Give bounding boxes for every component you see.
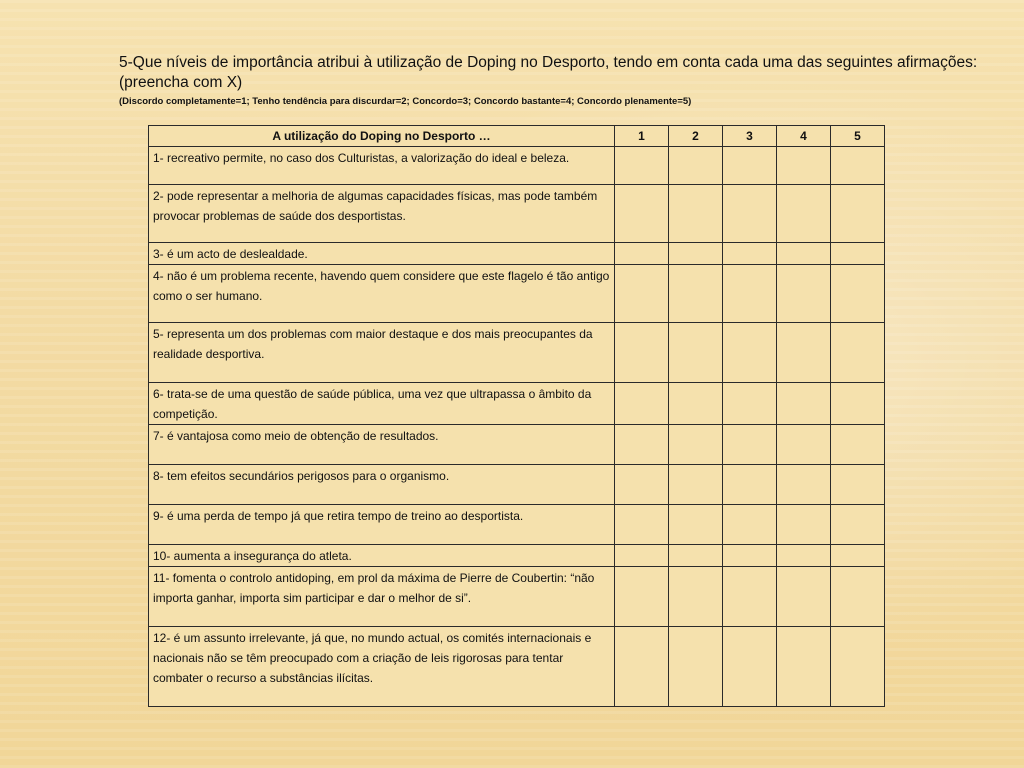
rating-cell-1[interactable] (615, 383, 669, 425)
table-row (149, 465, 885, 505)
rating-cell-1[interactable] (615, 185, 669, 243)
rating-cell-5[interactable] (831, 505, 885, 545)
rating-cell-1[interactable] (615, 265, 669, 323)
table-row (149, 323, 885, 383)
rating-cell-4[interactable] (777, 323, 831, 383)
statement-text: 9- é uma perda de tempo já que retira tempo de treino ao desportista. (149, 505, 615, 545)
statement-text: 6- trata-se de uma questão de saúde pública, uma vez que ultrapassa o âmbito da competição. (149, 383, 615, 425)
rating-cell-2[interactable] (669, 425, 723, 465)
rating-cell-1[interactable] (615, 147, 669, 185)
rating-cell-1[interactable] (615, 425, 669, 465)
rating-cell-2[interactable] (669, 627, 723, 707)
rating-cell-2[interactable] (669, 243, 723, 265)
rating-cell-5[interactable] (831, 465, 885, 505)
rating-cell-3[interactable] (723, 465, 777, 505)
instruction-text: (preencha com X) (119, 74, 243, 91)
table-row (149, 147, 885, 185)
table-row (149, 627, 885, 707)
rating-cell-5[interactable] (831, 567, 885, 627)
question-heading (119, 53, 999, 93)
rating-cell-2[interactable] (669, 545, 723, 567)
rating-cell-4[interactable] (777, 465, 831, 505)
table-row (149, 567, 885, 627)
rating-cell-4[interactable] (777, 505, 831, 545)
rating-cell-3[interactable] (723, 243, 777, 265)
rating-cell-3[interactable] (723, 147, 777, 185)
rating-cell-4[interactable] (777, 265, 831, 323)
rating-cell-5[interactable] (831, 243, 885, 265)
rating-cell-4[interactable] (777, 185, 831, 243)
rating-cell-5[interactable] (831, 545, 885, 567)
statement-text: 3- é um acto de deslealdade. (149, 243, 615, 265)
scale-header-4: 4 (777, 126, 831, 147)
statement-text: 1- recreativo permite, no caso dos Culturistas, a valorização do ideal e beleza. (149, 147, 615, 185)
rating-cell-1[interactable] (615, 545, 669, 567)
rating-cell-5[interactable] (831, 265, 885, 323)
rating-cell-5[interactable] (831, 425, 885, 465)
table-row (149, 383, 885, 425)
rating-cell-5[interactable] (831, 185, 885, 243)
table-row (149, 185, 885, 243)
scale-header-1: 1 (615, 126, 669, 147)
rating-cell-2[interactable] (669, 265, 723, 323)
rating-cell-5[interactable] (831, 383, 885, 425)
scale-header-5: 5 (831, 126, 885, 147)
rating-cell-2[interactable] (669, 323, 723, 383)
rating-cell-1[interactable] (615, 567, 669, 627)
statement-text: 7- é vantajosa como meio de obtenção de resultados. (149, 425, 615, 465)
rating-cell-3[interactable] (723, 545, 777, 567)
rating-cell-5[interactable] (831, 323, 885, 383)
scale-header-2: 2 (669, 126, 723, 147)
statement-column-header: A utilização do Doping no Desporto … (149, 126, 615, 147)
rating-cell-2[interactable] (669, 567, 723, 627)
rating-cell-1[interactable] (615, 323, 669, 383)
statement-text: 10- aumenta a insegurança do atleta. (149, 545, 615, 567)
rating-cell-4[interactable] (777, 383, 831, 425)
rating-cell-3[interactable] (723, 505, 777, 545)
statement-text: 5- representa um dos problemas com maior destaque e dos mais preocupantes da realidade desportiva. (149, 323, 615, 383)
table-row (149, 505, 885, 545)
rating-cell-2[interactable] (669, 505, 723, 545)
rating-cell-5[interactable] (831, 147, 885, 185)
rating-cell-4[interactable] (777, 425, 831, 465)
rating-cell-5[interactable] (831, 627, 885, 707)
rating-table (148, 125, 885, 707)
rating-cell-1[interactable] (615, 505, 669, 545)
rating-cell-2[interactable] (669, 383, 723, 425)
rating-cell-3[interactable] (723, 383, 777, 425)
statement-text: 4- não é um problema recente, havendo quem considere que este flagelo é tão antigo como o ser humano. (149, 265, 615, 323)
rating-cell-3[interactable] (723, 627, 777, 707)
rating-cell-1[interactable] (615, 243, 669, 265)
rating-cell-4[interactable] (777, 545, 831, 567)
rating-cell-3[interactable] (723, 323, 777, 383)
table-header-row (149, 126, 885, 147)
table-row (149, 243, 885, 265)
table-row (149, 265, 885, 323)
statement-text: 11- fomenta o controlo antidoping, em prol da máxima de Pierre de Coubertin: “não importa ganhar, importa sim participar e dar o melhor de si”. (149, 567, 615, 627)
rating-cell-2[interactable] (669, 147, 723, 185)
rating-cell-3[interactable] (723, 425, 777, 465)
scale-header-3: 3 (723, 126, 777, 147)
rating-cell-3[interactable] (723, 567, 777, 627)
rating-cell-1[interactable] (615, 465, 669, 505)
rating-cell-2[interactable] (669, 185, 723, 243)
rating-cell-3[interactable] (723, 265, 777, 323)
rating-cell-3[interactable] (723, 185, 777, 243)
rating-cell-1[interactable] (615, 627, 669, 707)
rating-cell-4[interactable] (777, 567, 831, 627)
question-text: 5-Que níveis de importância atribui à utilização de Doping no Desporto, tendo em conta cada uma das seguintes afirmações: (119, 54, 978, 71)
table-row (149, 545, 885, 567)
rating-cell-4[interactable] (777, 627, 831, 707)
rating-cell-4[interactable] (777, 147, 831, 185)
rating-cell-2[interactable] (669, 465, 723, 505)
statement-text: 12- é um assunto irrelevante, já que, no mundo actual, os comités internacionais e nacionais não se têm preocupado com a criação de leis rigorosas para tentar combater o recurso a substâncias ilícitas. (149, 627, 615, 707)
rating-cell-4[interactable] (777, 243, 831, 265)
scale-legend: (Discordo completamente=1; Tenho tendência para discurdar=2; Concordo=3; Concordo bastante=4; Concordo plenamente=5) (119, 96, 692, 107)
statement-text: 2- pode representar a melhoria de algumas capacidades físicas, mas pode também provocar problemas de saúde dos desportistas. (149, 185, 615, 243)
statement-text: 8- tem efeitos secundários perigosos para o organismo. (149, 465, 615, 505)
table-row (149, 425, 885, 465)
